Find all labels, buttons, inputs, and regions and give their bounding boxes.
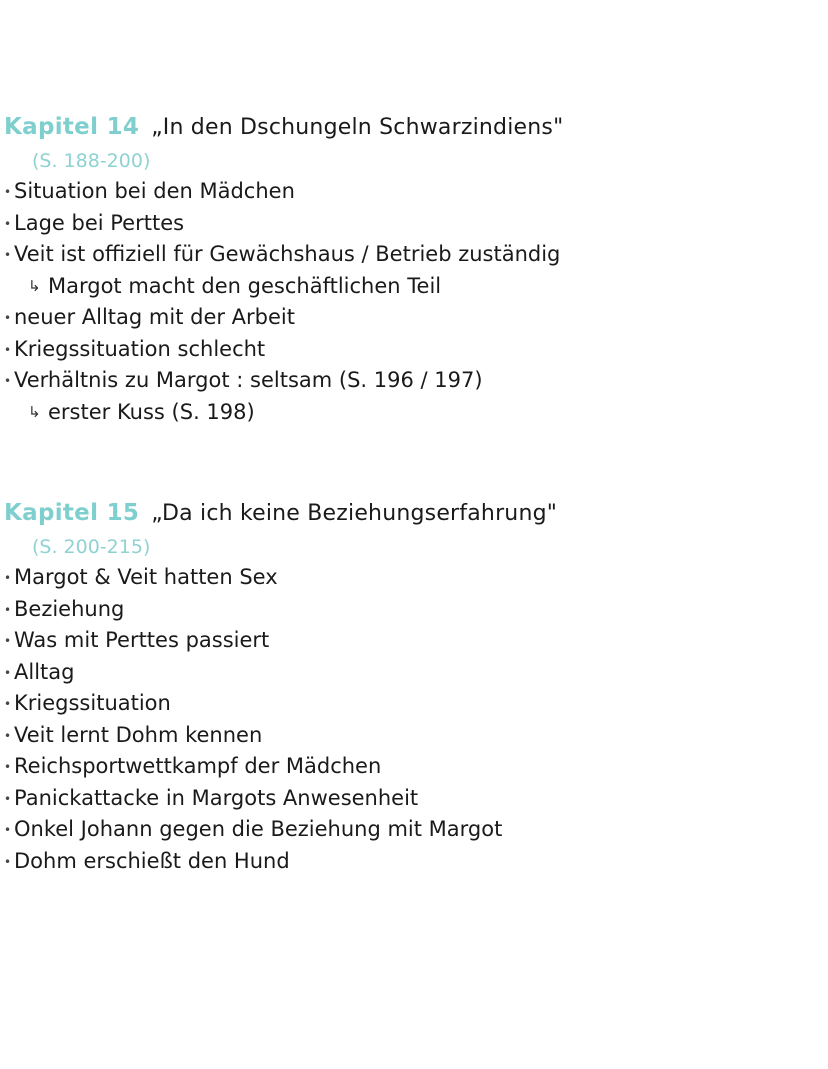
list-item: • Veit lernt Dohm kennen — [4, 722, 263, 747]
chapter-14-section — [4, 114, 824, 428]
bullet-icon: • — [4, 823, 12, 837]
list-item: • Reichsportwettkampf der Mädchen — [4, 754, 382, 778]
bullet-icon: • — [4, 602, 12, 617]
sub-arrow-icon: ↳ — [28, 402, 41, 421]
list-item: • Was mit Perttes passiert — [4, 628, 270, 652]
bullet-icon: • — [4, 248, 12, 262]
sub-arrow-icon: ↳ — [28, 276, 41, 295]
bullet-icon: • — [4, 728, 12, 743]
list-item: • Kriegssituation — [4, 691, 171, 715]
bullet-icon: • — [4, 311, 12, 325]
chapter-title: „In den Dschungeln Schwarzindiens" — [151, 115, 564, 140]
list-item: • Margot & Veit hatten Sex — [4, 565, 278, 589]
chapter-title: „Da ich keine Beziehungserfahrung" — [151, 501, 558, 526]
bullet-icon: • — [4, 185, 12, 199]
sub-list-item: ↳ Margot macht den geschäftlichen Teil — [4, 271, 824, 303]
list-item: • Alltag — [4, 659, 75, 684]
bullet-icon: • — [4, 665, 12, 680]
chapter-heading — [4, 500, 824, 532]
list-item: • Situation bei den Mädchen — [4, 179, 295, 203]
bullet-icon: • — [4, 854, 12, 869]
bullet-icon: • — [4, 216, 12, 231]
bullet-icon: • — [4, 571, 12, 585]
list-item: • Verhältnis zu Margot : seltsam (S. 196 / 197) — [4, 368, 483, 392]
chapter-item-list — [4, 176, 824, 428]
list-item: • neuer Alltag mit der Arbeit — [4, 305, 295, 329]
chapter-heading — [4, 114, 824, 146]
list-item: • Dohm erschießt den Hund — [4, 848, 290, 873]
chapter-page-range: (S. 200-215) — [32, 536, 151, 558]
chapter-label: Kapitel 15 — [4, 500, 140, 526]
bullet-icon: • — [4, 374, 12, 388]
bullet-icon: • — [4, 760, 12, 774]
bullet-icon: • — [4, 342, 12, 357]
chapter-item-list — [4, 562, 824, 877]
sub-list-item: ↳ erster Kuss (S. 198) — [4, 397, 824, 429]
chapter-15-section — [4, 500, 824, 877]
bullet-icon: • — [4, 791, 12, 806]
chapter-label: Kapitel 14 — [4, 114, 140, 140]
chapter-page-range: (S. 188-200) — [32, 150, 151, 172]
list-item: • Panickattacke in Margots Anwesenheit — [4, 785, 419, 810]
list-item: • Beziehung — [4, 596, 125, 621]
list-item: • Lage bei Perttes — [4, 210, 185, 235]
list-item: • Onkel Johann gegen die Beziehung mit Margot — [4, 817, 503, 841]
list-item: • Kriegssituation schlecht — [4, 336, 266, 361]
list-item: • Veit ist offiziell für Gewächshaus / Betrieb zuständig — [4, 242, 561, 266]
bullet-icon: • — [4, 634, 12, 648]
bullet-icon: • — [4, 697, 12, 711]
